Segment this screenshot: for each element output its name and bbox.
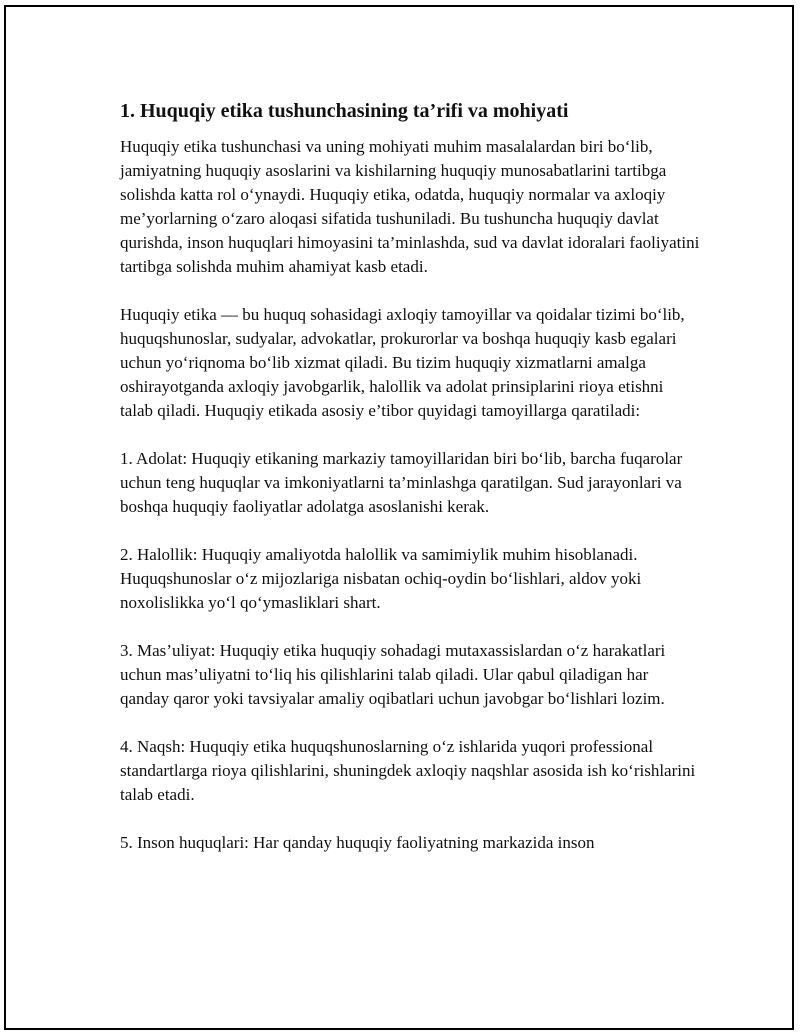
intro-paragraph: Huquqiy etika tushunchasi va uning mohiyati muhim masalalardan biri bo‘lib, jamiyatning huquqiy asoslarini va kishilarning huquqiy munosabatlarini tartibga solishda katta rol o‘ynaydi. Huquqiy etika, odatda, huquqiy normalar va axloqiy me’yorlarning o‘zaro aloqasi sifatida tushuniladi. Bu tushuncha huquqiy davlat qurishda, inson huquqlari himoyasini ta’minlashda, sud va davlat idoralari faoliyatini tartibga solishda muhim ahamiyat kasb etadi. (120, 137, 700, 276)
principle-justice-paragraph: 1. Adolat: Huquqiy etikaning markaziy tamoyillaridan biri bo‘lib, barcha fuqarolar uchun teng huquqlar va imkoniyatlarni ta’minlashga qaratilgan. Sud jarayonlari va boshqa huquqiy faoliyatlar adolatga asoslanishi kerak. (120, 449, 683, 516)
principle-honesty-paragraph: 2. Halollik: Huquqiy amaliyotda halollik va samimiylik muhim hisoblanadi. Huquqshunoslar o‘z mijozlariga nisbatan ochiq-oydin bo‘lishlari, aldov yoki noxolislikka yo‘l qo‘ymasliklari shart. (120, 545, 642, 612)
document-page (4, 5, 794, 1030)
principle-responsibility-paragraph: 3. Mas’uliyat: Huquqiy etika huquqiy sohadagi mutaxassislardan o‘z harakatlari uchun mas’uliyatni to‘liq his qilishlarini talab qiladi. Ular qabul qiladigan har qanday qaror yoki tavsiyalar amaliy oqibatlari uchun javobgar bo‘lishlari lozim. (120, 641, 666, 708)
section-heading: 1. Huquqiy etika tushunchasining ta’rifi va mohiyati (120, 100, 569, 122)
document-body (120, 99, 700, 855)
principle-human-rights-paragraph: 5. Inson huquqlari: Har qanday huquqiy faoliyatning markazida inson (120, 833, 595, 852)
principle-standards-paragraph: 4. Naqsh: Huquqiy etika huquqshunoslarning o‘z ishlarida yuqori professional standartlarga rioya qilishlarini, shuningdek axloqiy naqshlar asosida ish ko‘rishlarini talab etadi. (120, 737, 696, 804)
definition-paragraph: Huquqiy etika — bu huquq sohasidagi axloqiy tamoyillar va qoidalar tizimi bo‘lib, huquqshunoslar, sudyalar, advokatlar, prokurorlar va boshqa huquqiy kasb egalari uchun yo‘riqnoma bo‘lib xizmat qiladi. Bu tizim huquqiy xizmatlarni amalga oshirayotganda axloqiy javobgarlik, halollik va adolat prinsiplarini rioya etishni talab qiladi. Huquqiy etikada asosiy e’tibor quyidagi tamoyillarga qaratiladi: (120, 305, 685, 420)
